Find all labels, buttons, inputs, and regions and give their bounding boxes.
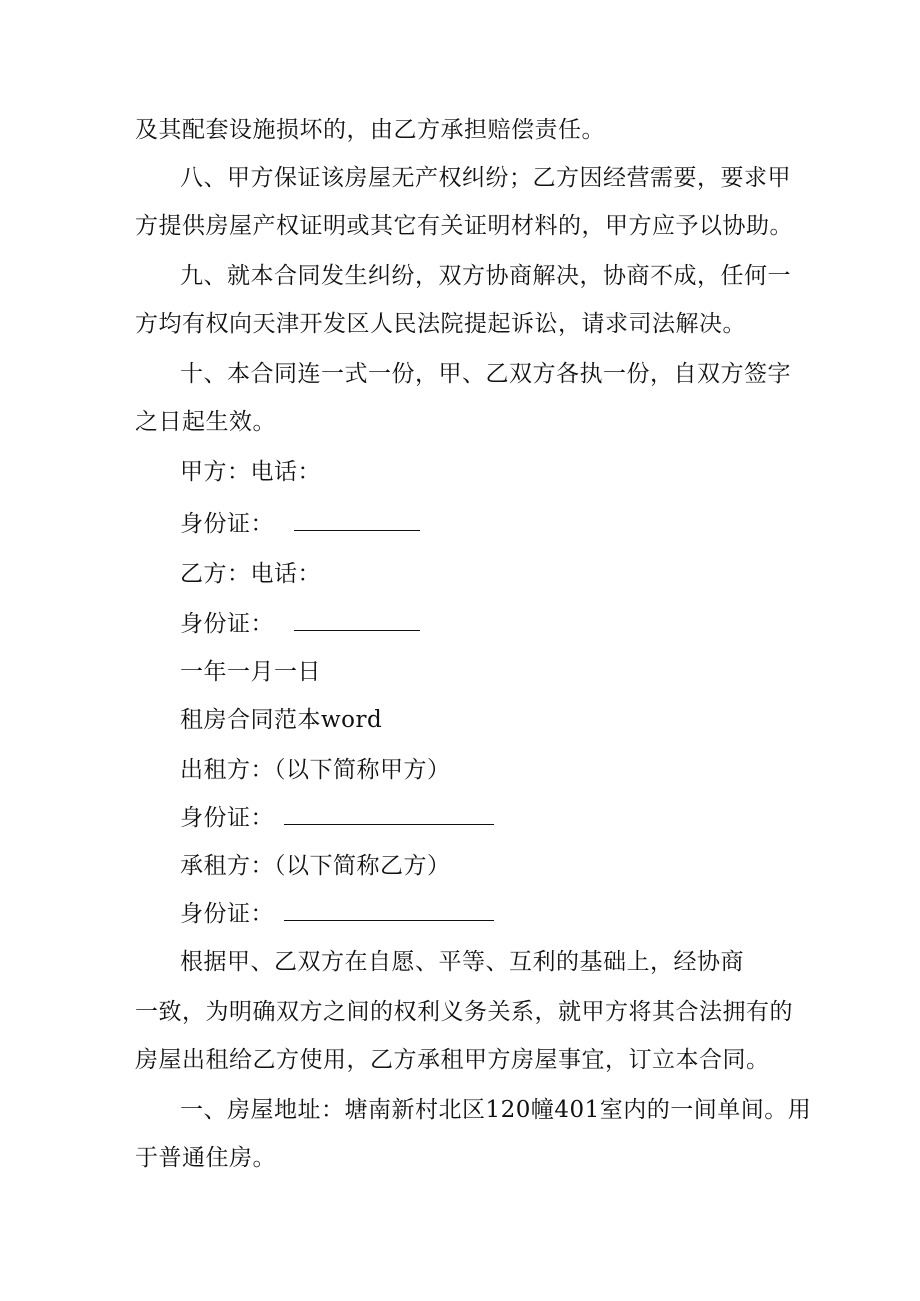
clause-10-line-1: 十、本合同连一式一份，甲、乙双方各执一份，自双方签字 [180,361,791,387]
document-title: 租房合同范本word [180,707,383,733]
preamble-line-2: 一致，为明确双方之间的权利义务关系，就甲方将其合法拥有的 [135,999,793,1025]
id-label: 身份证： [180,611,274,637]
id-blank-line [294,608,420,631]
clause-8-line-1: 八、甲方保证该房屋无产权纠纷；乙方因经营需要，要求甲 [180,165,791,191]
id-blank-line [284,802,494,825]
preamble-line-3: 房屋出租给乙方使用，乙方承租甲方房屋事宜，订立本合同。 [135,1047,770,1073]
clause-9-line-1: 九、就本合同发生纠纷，双方协商解决，协商不成，任何一 [180,263,791,289]
clause-10-line-2: 之日起生效。 [135,409,276,435]
clause-1-line-2: 于普通住房。 [135,1145,276,1171]
clause-1-line-1: 一、房屋地址：塘南新村北区120幢401室内的一间单间。用 [180,1097,812,1123]
id-label: 身份证： [180,805,274,831]
party-b-id-row [180,608,420,640]
id-blank-line [284,898,494,921]
party-b-phone: 乙方：电话： [180,561,321,587]
id-label: 身份证： [180,511,274,537]
lessor-id-row [180,802,494,834]
lessee-id-row [180,898,494,930]
party-a-id-row [180,508,420,540]
clause-8-line-2: 方提供房屋产权证明或其它有关证明材料的，甲方应予以协助。 [135,213,793,239]
text-line-1: 及其配套设施损坏的，由乙方承担赔偿责任。 [135,117,605,143]
lessee-line: 承租方：（以下简称乙方） [180,853,451,879]
clause-9-line-2: 方均有权向天津开发区人民法院提起诉讼，请求司法解决。 [135,311,746,337]
party-a-phone: 甲方：电话： [180,459,321,485]
id-blank-line [294,508,420,531]
preamble-line-1: 根据甲、乙双方在自愿、平等、互利的基础上，经协商 [180,949,744,975]
lessor-line: 出租方：（以下简称甲方） [180,757,451,783]
id-label: 身份证： [180,901,274,927]
date-line: 一年一月一日 [180,659,321,685]
